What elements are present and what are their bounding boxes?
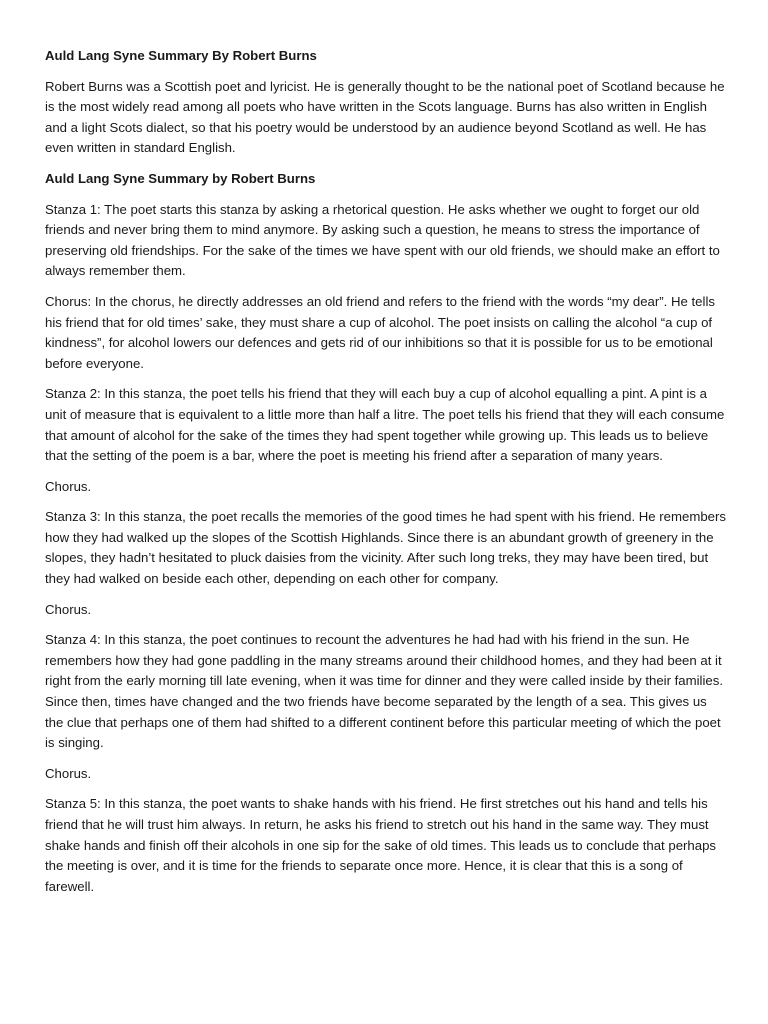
stanza-5-text: In this stanza, the poet wants to shake hands with his friend. He first stretches out his hand and tells his friend that he will trust him always. In return, he asks his friend to stretch out his hand in the same way. They must shake hands and finish off their alcohols in one sip for the sake of old times. This leads us to conclude that perhaps the meeting is over, and it is time for the friends to separate once more. Hence, it is clear that this is a song of farewell. bbox=[45, 796, 717, 894]
stanza-4-paragraph bbox=[45, 630, 727, 754]
stanza-4-text: In this stanza, the poet continues to recount the adventures he had had with his friend in the sun. He remembers how they had gone paddling in the many streams around their childhood homes, and they had been at it right from the early morning till late evening, when it was time for dinner and they were called inside by their families. Since then, times have changed and the two friends have become separated by the length of a sea. This gives us the clue that perhaps one of them had shifted to a different continent before this particular meeting of which the poet is singing. bbox=[45, 632, 724, 751]
stanza-2-text: In this stanza, the poet tells his friend that they will each buy a cup of alcohol equalling a pint. A pint is a unit of measure that is equivalent to a little more than half a litre. The poet tells his friend that they will each consume that amount of alcohol for the sake of the times they had spent together while growing up. This leads us to believe that the setting of the poem is a bar, where the poet is meeting his friend after a separation of many years. bbox=[45, 386, 725, 464]
document-title: Auld Lang Syne Summary By Robert Burns bbox=[45, 48, 317, 63]
chorus-repeat-3: Chorus. bbox=[45, 765, 92, 781]
stanza-3-paragraph bbox=[45, 507, 727, 589]
document-page bbox=[45, 46, 727, 907]
intro-paragraph: Robert Burns was a Scottish poet and lyricist. He is generally thought to be the national poet of Scotland because he is the most widely read among all poets who have written in the Scots language. Burns has also written in English and a light Scots dialect, so that his poetry would be understood by an audience beyond Scotland as well. He has even written in standard English. bbox=[45, 78, 725, 156]
stanza-1-paragraph bbox=[45, 200, 727, 282]
stanza-2-label: Stanza 2: bbox=[45, 386, 101, 402]
stanza-5-label: Stanza 5: bbox=[45, 796, 101, 812]
chorus-paragraph bbox=[45, 292, 727, 374]
chorus-text: In the chorus, he directly addresses an old friend and refers to the friend with the words “my dear”. He tells his friend that for old times’ sake, they must share a cup of alcohol. The poet insists on calling the alcohol “a cup of kindness”, for alcohol lowers our defences and gets rid of our inhibitions so that it is possible for us to be emotional before everyone. bbox=[45, 293, 715, 371]
stanza-4-label: Stanza 4: bbox=[45, 632, 101, 648]
section-heading: Auld Lang Syne Summary by Robert Burns bbox=[45, 170, 316, 186]
chorus-repeat-1: Chorus. bbox=[45, 478, 92, 494]
stanza-5-paragraph bbox=[45, 794, 727, 897]
stanza-3-label: Stanza 3: bbox=[45, 509, 101, 525]
chorus-label: Chorus: bbox=[45, 293, 92, 309]
stanza-1-label: Stanza 1: bbox=[45, 201, 101, 217]
stanza-1-text: The poet starts this stanza by asking a rhetorical question. He asks whether we ought to forget our old friends and never bring them to mind anymore. By asking such a question, he means to stress the importance of preserving old friendships. For the sake of the times we have spent with our old friends, we should make an effort to always remember them. bbox=[45, 201, 720, 279]
stanza-2-paragraph bbox=[45, 384, 727, 466]
stanza-3-text: In this stanza, the poet recalls the memories of the good times he had spent with his friend. He remembers how they had walked up the slopes of the Scottish Highlands. Since there is an abundant growth of greenery in the slopes, they hadn’t hesitated to pluck daisies from the vicinity. After such long treks, they may have been tired, but they had walked on beside each other, depending on each other for company. bbox=[45, 509, 726, 587]
chorus-repeat-2: Chorus. bbox=[45, 601, 92, 617]
